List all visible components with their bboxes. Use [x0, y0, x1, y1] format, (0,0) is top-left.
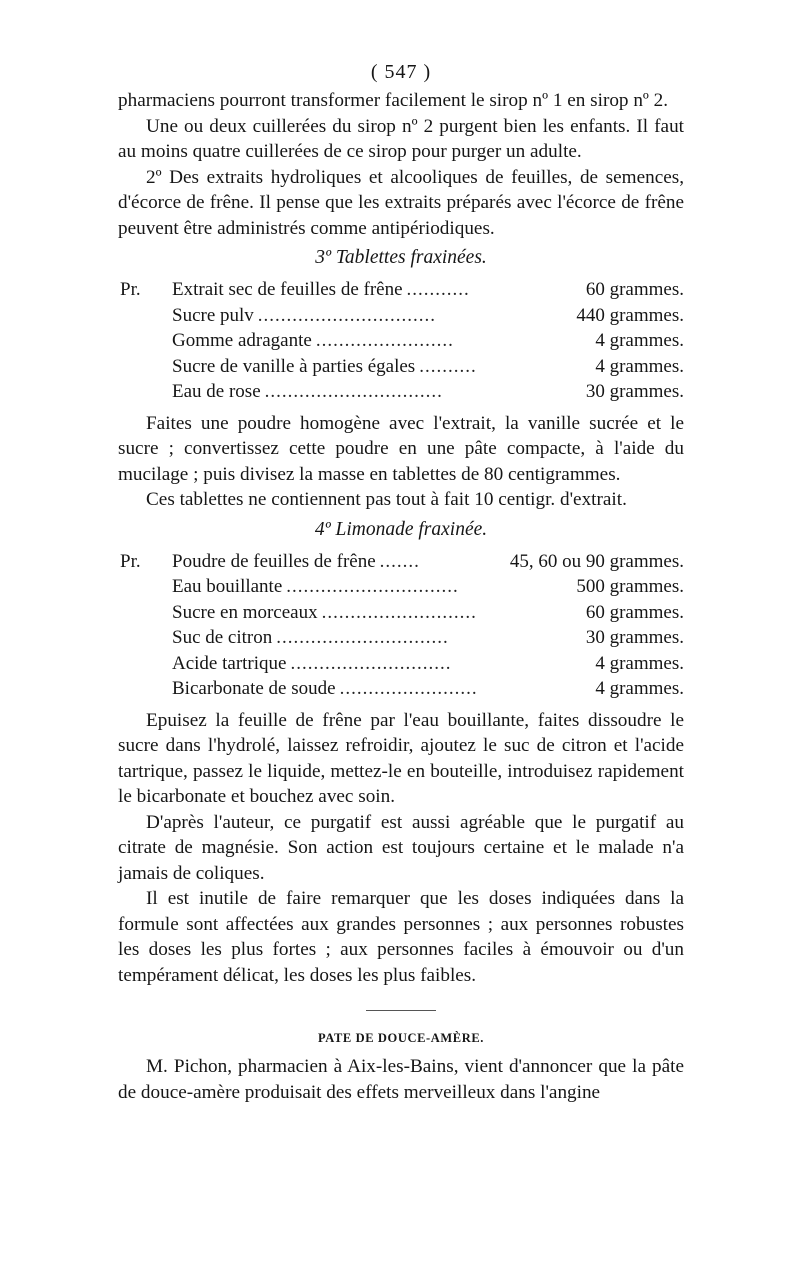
recipe-row	[118, 354, 684, 380]
heading-tablettes: 3º Tablettes fraxinées.	[315, 247, 487, 268]
recipe-row	[118, 600, 684, 626]
heading-limonade: 4º Limonade fraxinée.	[314, 518, 488, 540]
paragraph-extracts: 2º Des extraits hydroliques et alcooliques de feuilles, de semences, d'écorce de frêne. Il pense que les extraits préparés avec l'écorce de frêne peuvent être administrés comme antipériodiques.	[118, 166, 684, 239]
paragraph-children-dose: Une ou deux cuillerées du sirop nº 2 purgent bien les enfants. Il faut au moins quatre cuillerées de ce sirop pour purger un adulte.	[118, 115, 684, 162]
ingredient-name: Acide tartrique	[172, 652, 287, 674]
ingredient-name: Poudre de feuilles de frêne	[172, 550, 376, 572]
dot-leader: ..........	[419, 355, 477, 377]
recipe-limonade	[118, 549, 684, 702]
ingredient-quantity: 60 grammes.	[585, 279, 684, 300]
recipe-row	[118, 277, 684, 303]
ingredient-name: Sucre de vanille à parties égales	[172, 355, 416, 377]
dot-leader: ........................	[339, 678, 478, 699]
paragraph-pichon: M. Pichon, pharmacien à Aix-les-Bains, vient d'annoncer que la pâte de douce-amère produisait des effets merveilleux dans l'angine	[118, 1056, 684, 1103]
recipe-row	[118, 328, 684, 354]
ingredient-quantity: 4 grammes.	[595, 678, 684, 699]
ingredient-name: Suc de citron	[172, 627, 273, 648]
ingredient-quantity: 60 grammes.	[585, 601, 684, 623]
ingredient-quantity: 45, 60 ou 90 grammes.	[509, 550, 684, 572]
paragraph-continuation: pharmaciens pourront transformer facilement le sirop nº 1 en sirop nº 2.	[118, 90, 669, 111]
dot-leader: .......	[379, 550, 420, 572]
dot-leader: ...........................	[321, 601, 477, 623]
section-title: PATE DE DOUCE-AMÈRE.	[317, 1031, 485, 1045]
dot-leader: ...........	[406, 279, 470, 300]
page-number: ( 547 )	[370, 61, 432, 83]
ingredient-name: Bicarbonate de soude	[172, 678, 336, 699]
ingredient-quantity: 30 grammes.	[585, 381, 684, 402]
paragraph-tablettes-method: Faites une poudre homogène avec l'extrait, la vanille sucrée et le sucre ; convertissez cette poudre en une pâte compacte, à l'aide du mucilage ; puis divisez la masse en tablettes de 80 centigrammes.	[118, 412, 684, 485]
book-page	[118, 60, 684, 1105]
paragraph-limonade-method: Epuisez la feuille de frêne par l'eau bouillante, faites dissoudre le sucre dans l'hydrolé, laissez refroidir, ajoutez le suc de citron et l'acide tartrique, passez le liquide, mettez-le en bouteille, introduisez rapidement le bicarbonate et bouchez avec soin.	[118, 709, 684, 807]
section-divider	[366, 1010, 436, 1011]
dot-leader: ........................	[315, 330, 454, 351]
recipe-row	[118, 676, 684, 702]
ingredient-name: Sucre en morceaux	[172, 601, 318, 623]
recipe-row	[118, 625, 684, 651]
ingredient-name: Eau de rose	[172, 381, 261, 402]
paragraph-tablettes-note: Ces tablettes ne contiennent pas tout à fait 10 centigr. d'extrait.	[146, 489, 627, 510]
dot-leader: ...............................	[264, 381, 443, 402]
recipe-tablettes	[118, 277, 684, 405]
ingredient-name: Gomme adragante	[172, 330, 312, 351]
dot-leader: ..............................	[286, 576, 459, 597]
pr-label: Pr.	[120, 279, 141, 300]
recipe-row	[118, 574, 684, 600]
pr-label: Pr.	[120, 550, 141, 572]
recipe-row	[118, 549, 684, 575]
recipe-row	[118, 379, 684, 405]
ingredient-quantity: 4 grammes.	[595, 330, 684, 351]
ingredient-name: Sucre pulv	[172, 304, 254, 326]
recipe-row	[118, 303, 684, 329]
ingredient-quantity: 500 grammes.	[576, 576, 684, 597]
ingredient-name: Eau bouillante	[172, 576, 283, 597]
ingredient-quantity: 440 grammes.	[576, 304, 684, 326]
paragraph-doses: Il est inutile de faire remarquer que les doses indiquées dans la formule sont affectées aux grandes personnes ; aux personnes robustes les doses les plus fortes ; aux personnes faciles à émouvoir ou d'un tempérament délicat, les doses les plus faibles.	[118, 888, 684, 986]
ingredient-quantity: 4 grammes.	[595, 652, 684, 674]
paragraph-author-opinion: D'après l'auteur, ce purgatif est aussi agréable que le purgatif au citrate de magnésie. Son action est toujours certaine et le malade n'a jamais de coliques.	[118, 811, 684, 884]
dot-leader: ..............................	[276, 627, 449, 648]
ingredient-quantity: 30 grammes.	[585, 627, 684, 648]
dot-leader: ...............................	[257, 304, 437, 326]
ingredient-name: Extrait sec de feuilles de frêne	[172, 279, 403, 300]
ingredient-quantity: 4 grammes.	[595, 355, 684, 377]
recipe-row	[118, 651, 684, 677]
dot-leader: ............................	[290, 652, 452, 674]
